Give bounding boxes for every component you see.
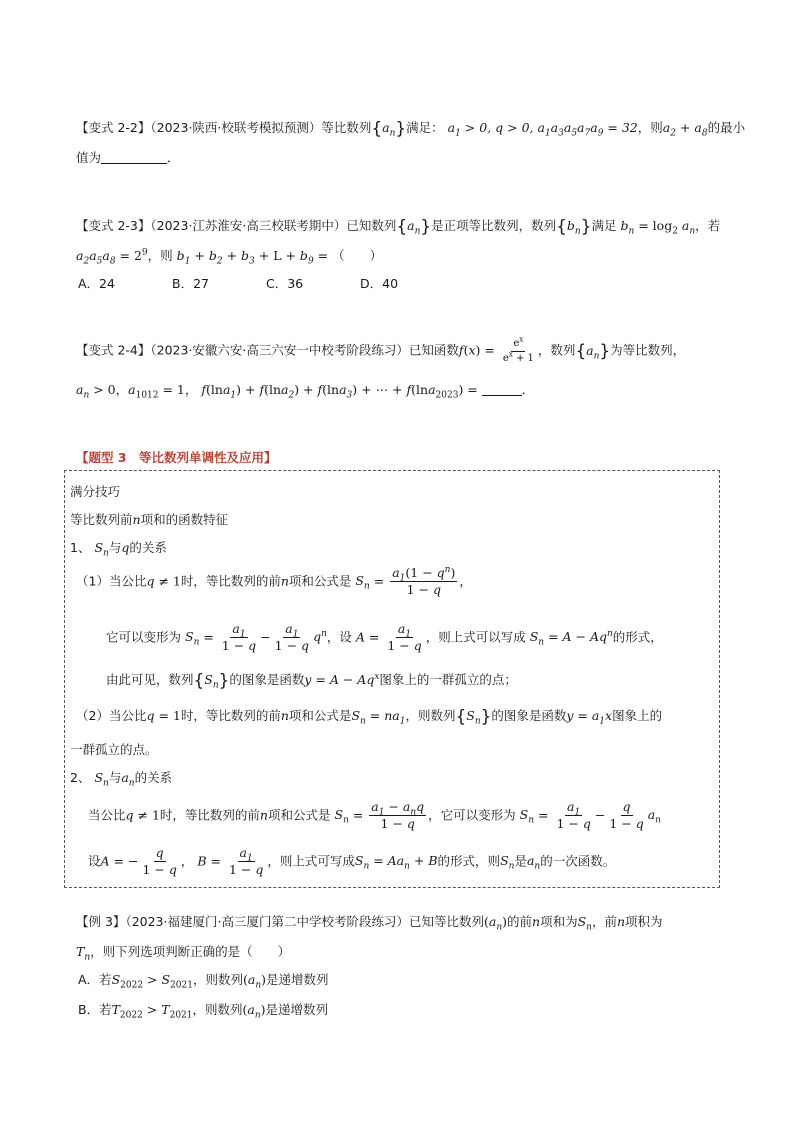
- tips-section-1: 1、 $S_n$与q的关系: [70, 540, 167, 559]
- tips-p1: （1）当公比q ≠ 1时，等比数列的前n项和公式是 $S_n$ = $\frac{a_1(1 - q^n)}{1 - q}$ ，: [76, 564, 472, 598]
- variant-2-2-line2: 值为 ．: [76, 150, 180, 165]
- choice-a: A．24: [78, 276, 115, 291]
- example-3-option-a: A．若$S_{2022} > S_{2021}$，则数列$(a_n)$是递增数列: [78, 972, 329, 991]
- variant-2-4-source: （2023·安徽六安·高三六安一中校考阶段练习）: [150, 342, 409, 358]
- variant-2-3-tag: 【变式 2-3】: [76, 218, 151, 233]
- variant-2-3-source: （2023·江苏淮安·高三校联考期中）: [150, 218, 347, 233]
- tips-section-2: 2、 $S_n$与$a_n$的关系: [70, 770, 173, 789]
- choice-b: B．27: [172, 276, 209, 291]
- variant-2-4-tag: 【变式 2-4】: [76, 342, 151, 358]
- variant-2-4-line2: $a_n > 0$，$a_{1012} = 1$， f(lna$_1$) + f(lna$_2$) + f(lna$_3$) + ⋯ + f(lna$_{2023}$) = ．: [76, 382, 535, 401]
- tips-p5: 一群孤立的点。: [70, 742, 158, 757]
- variant-2-3-choices: [78, 274, 398, 292]
- tips-p6: 当公比q ≠ 1时，等比数列的前n项和公式是 $S_n$ = $\frac{a_1 - a_nq}{1 - q}$ ，它可以变形为 $S_n$ = $\frac{a_1}{1 - q}$ − $\frac{q}{1 - q}$ $a_n$: [88, 799, 661, 832]
- example-3-line2: $T_n$，则下列选项判断正确的是（ ）: [76, 944, 291, 963]
- example-3-tag: 【例 3】: [76, 914, 126, 929]
- variant-2-3-line2: $a_2a_5a_8 = 2^9$，则 $b_1 + b_2 + b_3 + L + b_9$ = （ ）: [76, 247, 383, 267]
- variant-2-2-line1: 【变式 2-2】（2023·陕西·校联考模拟预测）等比数列$\{a_n\}$满足： $a_1 > 0$, q > 0, $a_1a_3a_5a_7a_9 = 32$，则$a_2 + a_8$的最小: [76, 118, 746, 139]
- example-3-source: （2023·福建厦门·高三厦门第二中学校考阶段练习）: [125, 914, 409, 929]
- variant-2-2-tag: 【变式 2-2】: [76, 120, 151, 135]
- tips-p3: 由此可见，数列$\{S_n\}$的图象是函数$y = A - Aq^x$图象上的一群孤立的点；: [106, 670, 517, 691]
- tips-p4: （2）当公比q = 1时，等比数列的前n项和公式是$S_n = na_1$，则数列$\{S_n\}$的图象是函数$y = a_1x$图象上的: [76, 706, 663, 727]
- choice-c: C．36: [266, 276, 304, 291]
- tips-subtitle: 等比数列前n项和的函数特征: [70, 512, 229, 527]
- choice-d: D．40: [360, 276, 399, 291]
- section-heading: 【题型 3 等比数列单调性及应用】: [76, 450, 277, 465]
- variant-2-3-line1: 【变式 2-3】（2023·江苏淮安·高三校联考期中）已知数列$\{a_n\}$是正项等比数列，数列$\{b_n\}$满足 $b_n = \log_2 a_n$，若: [76, 216, 721, 237]
- answer-blank: [101, 162, 167, 164]
- variant-2-4-line1: 【变式 2-4】（2023·安徽六安·高三六安一中校考阶段练习）已知函数f(x) = $\frac{e^x}{e^x + 1}$ ，数列$\{a_n\}$为等比数列，: [76, 334, 686, 364]
- variant-2-2-condition: $a_1 > 0$, q > 0, $a_1a_3a_5a_7a_9 = 32$: [447, 120, 638, 139]
- example-3-line1: 【例 3】（2023·福建厦门·高三厦门第二中学校考阶段练习）已知等比数列$(a_n)$的前n项和为$S_n$，前n项积为: [76, 914, 663, 933]
- example-3-option-b: B．若$T_{2022} > T_{2021}$，则数列$(a_n)$是递增数列: [78, 1002, 329, 1021]
- tips-p7: 设A = − $\frac{q}{1 - q}$ ， B = $\frac{a_1}{1 - q}$ ，则上式可写成$S_n = Aa_n + B$的形式，则$S_n$是$a_n$的一次函数。: [88, 845, 616, 878]
- tips-title: 满分技巧: [70, 484, 121, 499]
- variant-2-2-source: （2023·陕西·校联考模拟预测）: [150, 120, 322, 135]
- tips-p2: 它可以变形为 $S_n$ = $\frac{a_1}{1 - q}$ − $\frac{a_1}{1 - q}$ $q^n$，设 A = $\frac{a_1}{1 - q}$ ，则上式可以写成 $S_n = A - Aq^n$的形式，: [106, 621, 663, 654]
- answer-blank: [482, 394, 522, 396]
